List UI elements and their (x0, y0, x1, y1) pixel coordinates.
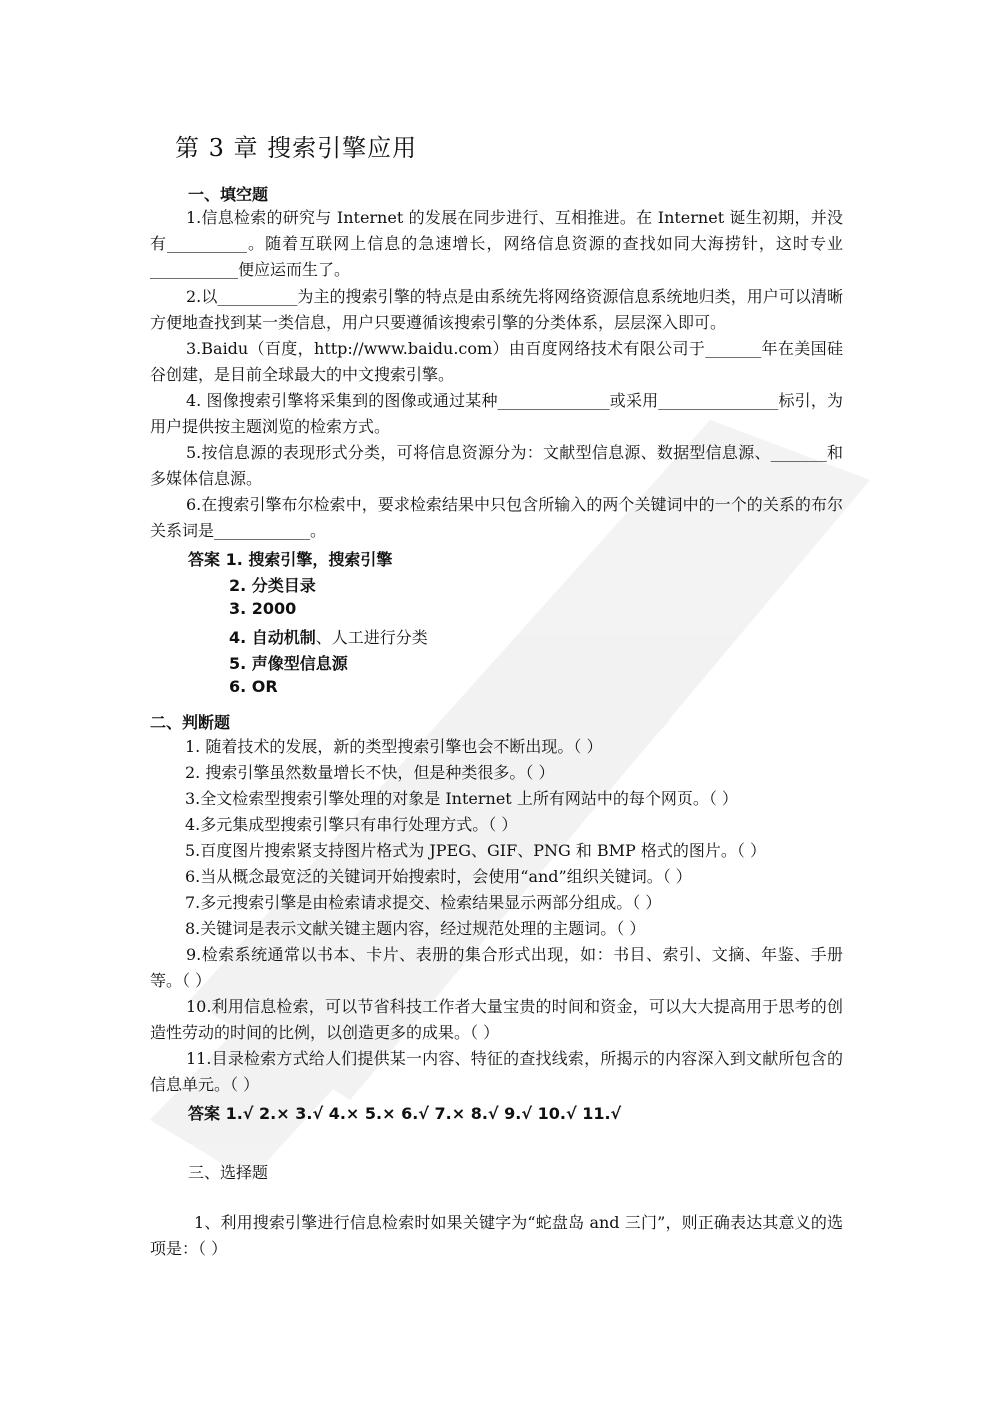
chapter-title: 第 3 章 搜索引擎应用 (175, 134, 418, 162)
fill-question-1 (150, 205, 843, 283)
fill-question-5 (150, 440, 843, 492)
judge-question-1: 1. 随着技术的发展，新的类型搜索引擎也会不断出现。（ ） (185, 737, 603, 756)
fill-answer-3: 3. 2000 (229, 599, 297, 618)
fill-answer-4-text: 4. 自动机制 (229, 628, 316, 647)
fill-question-4-text: 4. 图像搜索引擎将采集到的图像或通过某种______________或采用_______________标引，为用户提供按主题浏览的检索方式。 (150, 391, 843, 436)
judge-answers (188, 1101, 621, 1124)
judge-question-8: 8.关键词是表示文献关键主题内容，经过规范处理的主题词。（ ） (185, 919, 646, 938)
judge-question-11 (150, 1046, 843, 1098)
section3-heading: 三、选择题 (188, 1163, 269, 1182)
judge-question-4: 4.多元集成型搜索引擎只有串行处理方式。（ ） (185, 815, 518, 834)
judge-question-11-text: 11.目录检索方式给人们提供某一内容、特征的查找线索，所揭示的内容深入到文献所包含的信息单元。（ ） (150, 1049, 843, 1094)
fill-question-5-text: 5.按信息源的表现形式分类，可将信息资源分为：文献型信息源、数据型信息源、_______和多媒体信息源。 (150, 443, 843, 488)
judge-question-9-text: 9.检索系统通常以书本、卡片、表册的集合形式出现，如：书目、索引、文摘、年鉴、手册等。（ ） (150, 945, 843, 990)
judge-question-10-text: 10.利用信息检索，可以节省科技工作者大量宝贵的时间和资金，可以大大提高用于思考的创造性劳动的时间的比例，以创造更多的成果。（ ） (150, 997, 843, 1042)
judge-question-6: 6.当从概念最宽泛的关键词开始搜索时，会使用“and”组织关键词。（ ） (185, 867, 692, 886)
fill-question-2 (150, 284, 843, 336)
choice-question-1-text: 1、利用搜索引擎进行信息检索时如果关键字为“蛇盘岛 and 三门”，则正确表达其意义的选项是：（ ） (150, 1213, 843, 1258)
fill-question-3 (150, 336, 843, 388)
fill-answer-5: 5. 声像型信息源 (229, 654, 348, 673)
judge-answer-text: 1.√ 2.× 3.√ 4.× 5.× 6.√ 7.× 8.√ 9.√ 10.√ 11.√ (225, 1104, 622, 1123)
judge-question-7: 7.多元搜索引擎是由检索请求提交、检索结果显示两部分组成。（ ） (185, 893, 662, 912)
fill-answer-4-suffix: 、人工进行分类 (315, 628, 428, 647)
judge-question-3: 3.全文检索型搜索引擎处理的对象是 Internet 上所有网站中的每个网页。（ ） (185, 789, 738, 808)
choice-question-1 (150, 1210, 843, 1262)
judge-question-5: 5.百度图片搜索紧支持图片格式为 JPEG、GIF、PNG 和 BMP 格式的图片。（ ） (185, 841, 766, 860)
fill-answer-1 (188, 547, 392, 570)
fill-answer-2: 2. 分类目录 (229, 576, 316, 595)
fill-question-6 (150, 492, 843, 544)
fill-question-2-text: 2.以__________为主的搜索引擎的特点是由系统先将网络资源信息系统地归类，用户可以清晰方便地查找到某一类信息，用户只要遵循该搜索引擎的分类体系，层层深入即可。 (150, 287, 843, 332)
fill-answer-4 (229, 625, 428, 648)
judge-question-2: 2. 搜索引擎虽然数量增长不快，但是种类很多。（ ） (185, 763, 555, 782)
fill-answer-label: 答案 (188, 550, 221, 569)
judge-question-10 (150, 994, 843, 1046)
section2-heading: 二、判断题 (150, 713, 231, 732)
fill-answer-6: 6. OR (229, 677, 278, 696)
fill-question-6-text: 6.在搜索引擎布尔检索中，要求检索结果中只包含所输入的两个关键词中的一个的关系的布尔关系词是____________。 (150, 495, 843, 540)
fill-question-1-text: 1.信息检索的研究与 Internet 的发展在同步进行、互相推进。在 Internet 诞生初期，并没有__________。随着互联网上信息的急速增长，网络信息资源的查找如同大海捞针，这时专业___________便应运而生了。 (150, 208, 843, 279)
judge-question-9 (150, 942, 843, 994)
section1-heading: 一、填空题 (188, 185, 269, 204)
judge-answer-label: 答案 (188, 1104, 221, 1123)
fill-question-4 (150, 388, 843, 440)
fill-question-3-text: 3.Baidu（百度，http://www.baidu.com）由百度网络技术有限公司于_______年在美国硅谷创建，是目前全球最大的中文搜索引擎。 (150, 339, 843, 384)
fill-answer-1-text: 1. 搜索引擎，搜索引擎 (225, 550, 393, 569)
